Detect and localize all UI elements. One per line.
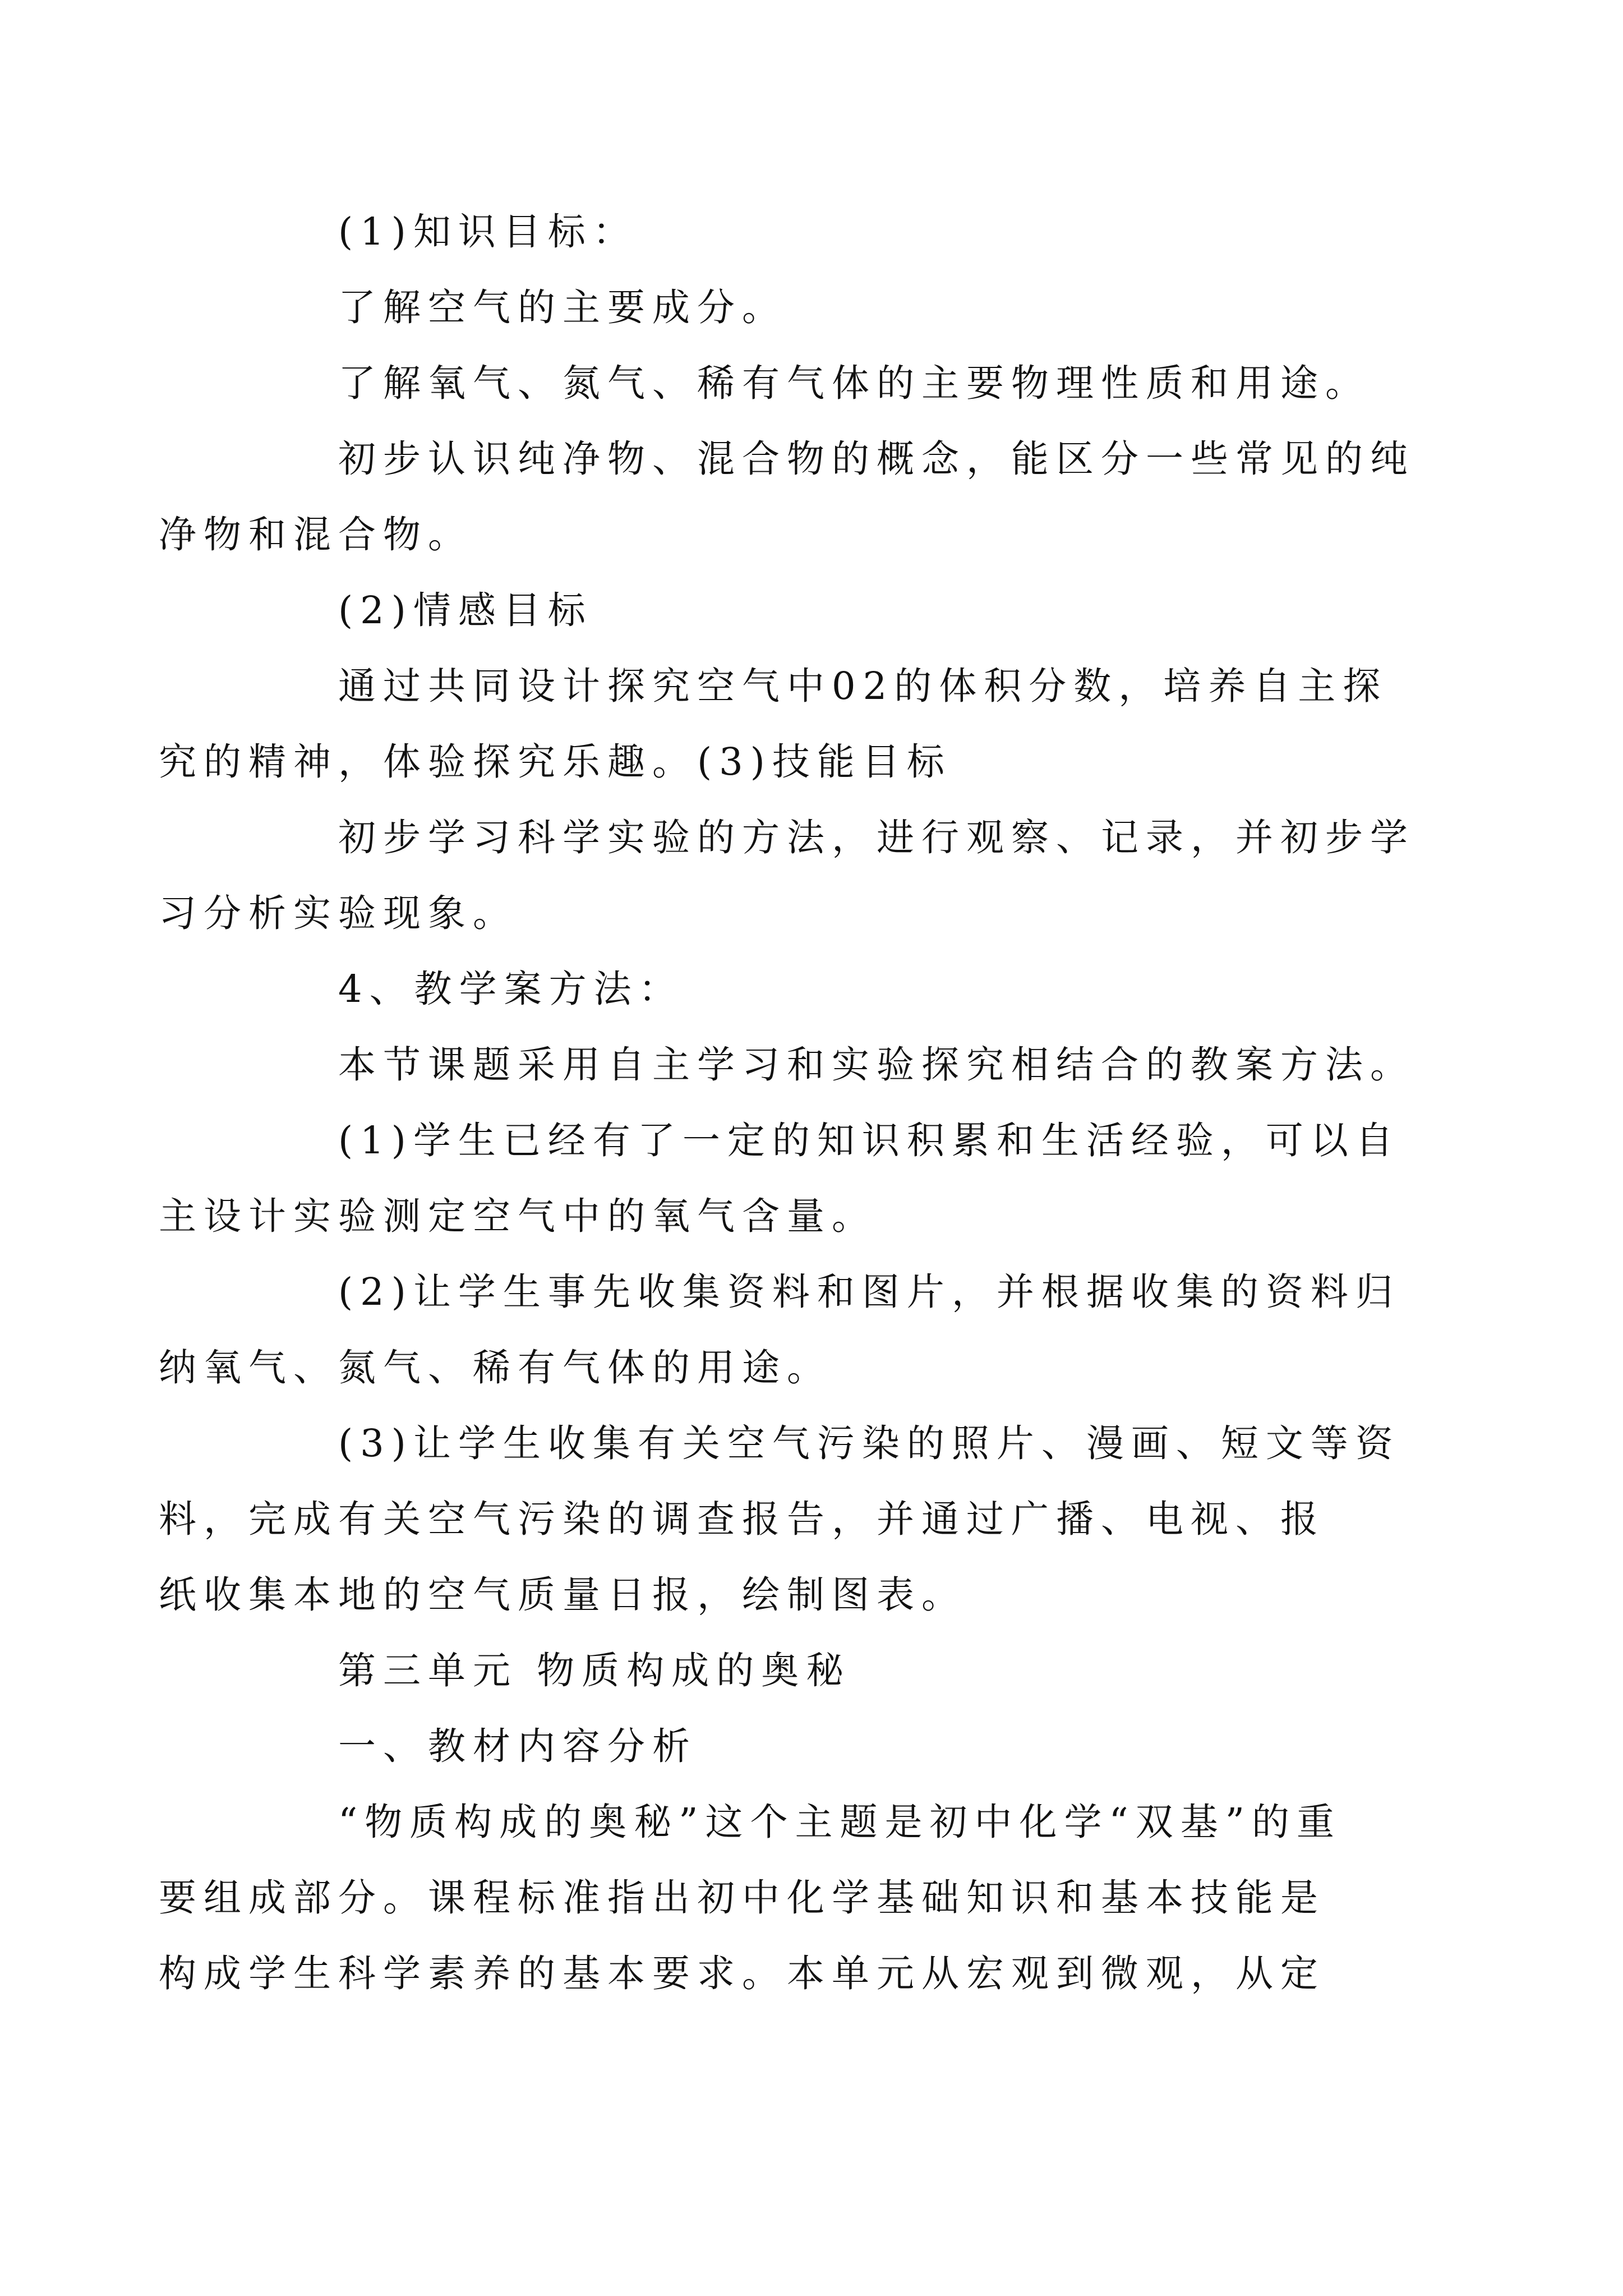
text-line: (3)让学生收集有关空气污染的照片、漫画、短文等资 [338,1421,1400,1465]
paragraph [248,194,1393,270]
text-line: 初步学习科学实验的方法，进行观察、记录，并初步学 [338,816,1415,859]
text-line: 净物和混合物。 [159,513,473,556]
text-line: 4、教学案方法： [338,967,684,1011]
text-line: 要组成部分。课程标准指出初中化学基础知识和基本技能是 [159,1876,1325,1920]
text-line: 通过共同设计探究空气中02的体积分数，培养自主探 [338,664,1388,708]
text-line: (1)学生已经有了一定的知识积累和生活经验，可以自 [338,1119,1400,1162]
text-line: 了解空气的主要成分。 [338,286,787,329]
text-line: 构成学生科学素养的基本要求。本单元从宏观到微观，从定 [159,1952,1325,1995]
paragraph [248,951,1393,1027]
text-line: 习分析实验现象。 [159,891,518,935]
text-line: 初步认识纯净物、混合物的概念，能区分一些常见的纯 [338,437,1415,481]
text-line: 料，完成有关空气污染的调查报告，并通过广播、电视、报 [159,1497,1325,1541]
text-line: 本节课题采用自主学习和实验探究相结合的教案方法。 [338,1043,1415,1087]
paragraph [159,1254,1400,1406]
paragraph [159,800,1415,951]
paragraph [248,1633,1393,1709]
text-line: (1)知识目标： [338,210,638,254]
text-line: 第三单元 物质构成的奥秘 [338,1649,851,1692]
paragraph [248,573,1393,648]
paragraph [159,1103,1400,1254]
paragraph [159,1406,1400,1633]
text-line: (2)让学生事先收集资料和图片，并根据收集的资料归 [338,1270,1400,1314]
paragraph [248,270,1393,346]
text-line: 究的精神，体验探究乐趣。(3)技能目标 [159,740,952,784]
paragraph [248,1027,1415,1103]
paragraph [159,1784,1393,2012]
text-line: 纳氧气、氮气、稀有气体的用途。 [159,1346,832,1389]
text-line: 一、教材内容分析 [338,1724,697,1768]
document-body [159,194,1415,2012]
paragraph [159,421,1415,573]
paragraph [159,648,1393,800]
text-line: “物质构成的奥秘”这个主题是初中化学“双基”的重 [338,1800,1342,1844]
text-line: (2)情感目标 [338,588,593,632]
text-line: 主设计实验测定空气中的氧气含量。 [159,1194,877,1238]
text-line: 纸收集本地的空气质量日报，绘制图表。 [159,1573,966,1617]
paragraph [248,1709,1393,1784]
paragraph [248,346,1393,421]
text-line: 了解氧气、氮气、稀有气体的主要物理性质和用途。 [338,361,1370,405]
